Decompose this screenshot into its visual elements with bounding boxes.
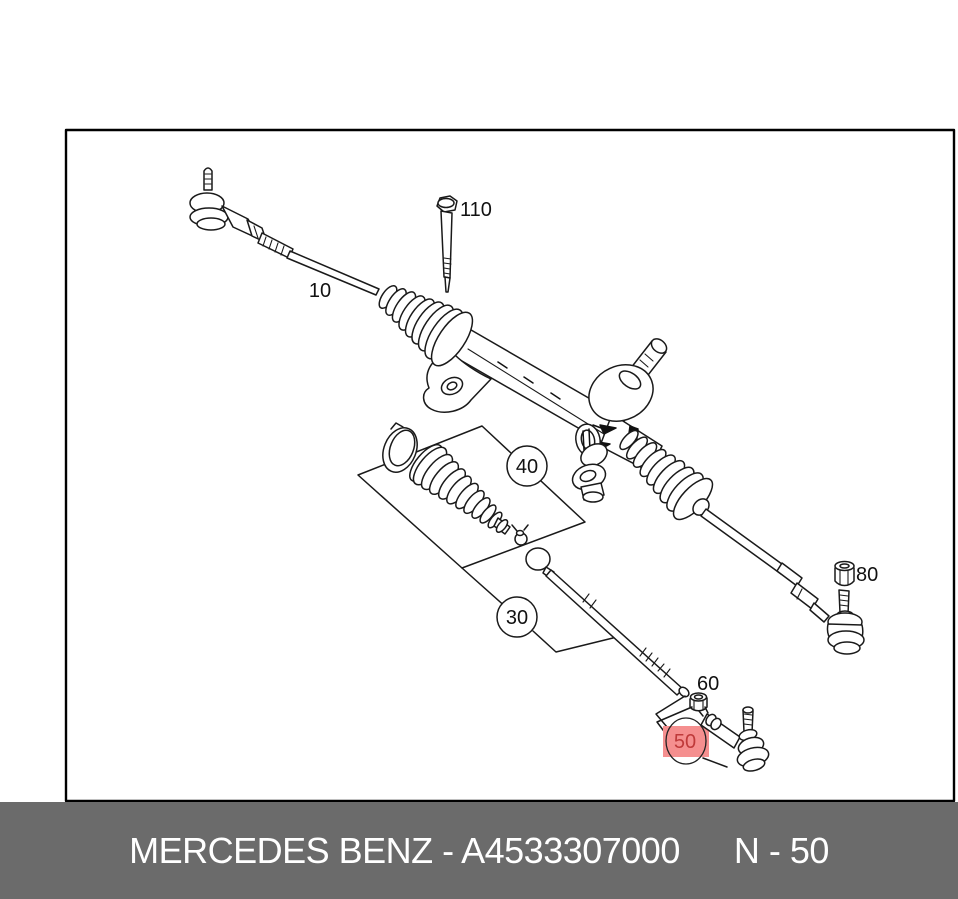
nut-80 bbox=[835, 562, 854, 586]
ball-joint-right bbox=[827, 590, 864, 654]
callout-80[interactable] bbox=[856, 564, 878, 586]
callout-40[interactable] bbox=[507, 446, 547, 486]
callout-30[interactable] bbox=[497, 597, 537, 637]
mounting-bolt-110 bbox=[437, 196, 457, 292]
callout-40-label[interactable]: 40 bbox=[515, 456, 539, 478]
callout-60-label[interactable]: 60 bbox=[697, 673, 720, 695]
callout-10-label[interactable]: 10 bbox=[308, 280, 332, 302]
caption-brand-partnumber: MERCEDES BENZ - A4533307000 bbox=[129, 829, 680, 871]
caption-bar bbox=[0, 802, 958, 899]
callout-50-label[interactable]: 50 bbox=[673, 731, 697, 753]
callout-30-label[interactable]: 30 bbox=[505, 607, 529, 629]
callout-110[interactable] bbox=[460, 199, 492, 221]
nut-60 bbox=[690, 693, 707, 711]
caption-code: N - 50 bbox=[733, 829, 829, 871]
callout-80-label[interactable]: 80 bbox=[856, 564, 879, 586]
outer-tie-rod-left bbox=[190, 168, 379, 295]
inner-tie-rod bbox=[526, 548, 691, 699]
boot-kit bbox=[358, 423, 585, 617]
callout-10[interactable] bbox=[309, 280, 331, 302]
callout-110-label[interactable]: 110 bbox=[460, 199, 492, 221]
callout-60[interactable] bbox=[697, 673, 719, 695]
